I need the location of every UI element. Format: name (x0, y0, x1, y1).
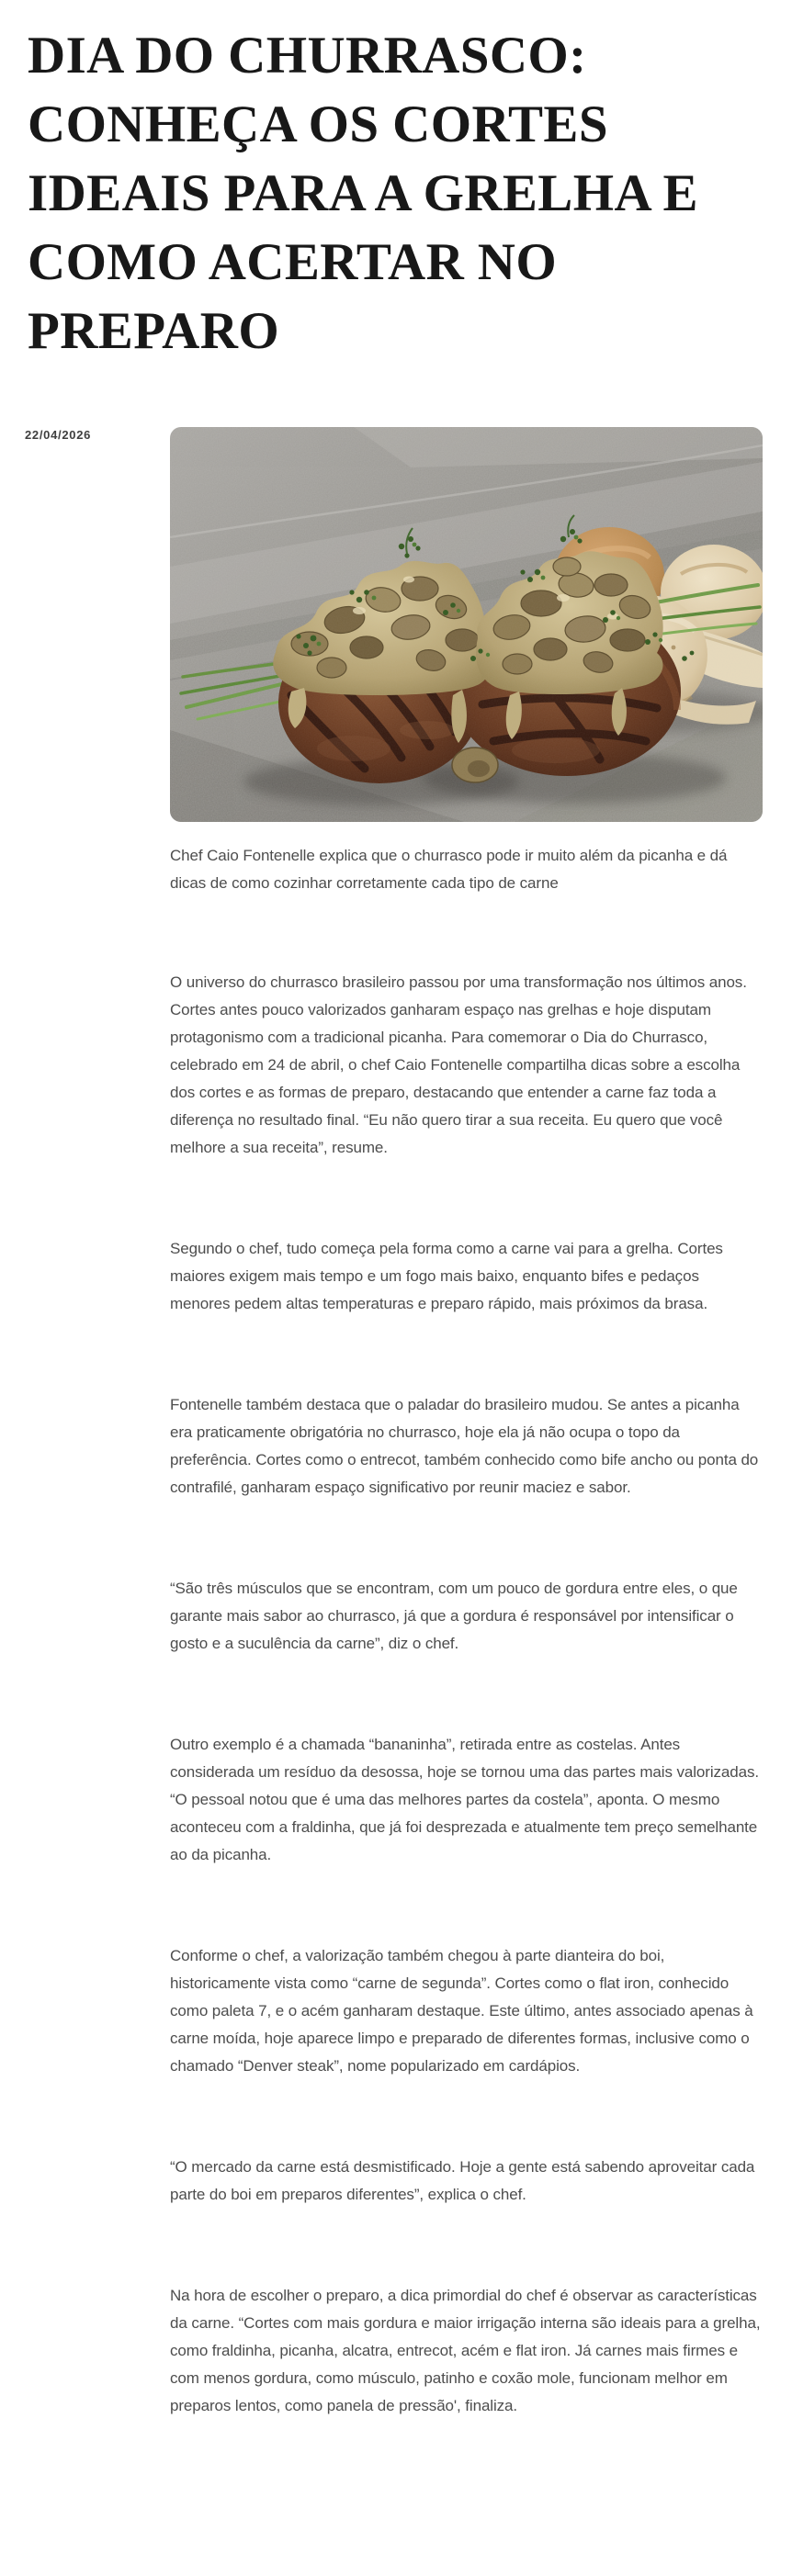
article-title-line: COMO ACERTAR NO (28, 233, 558, 291)
article-content (170, 427, 763, 2493)
article-paragraph: “São três músculos que se encontram, com um pouco de gordura entre eles, o que garante mais sabor ao churrasco, já que a gordura é responsável por intensificar o gosto e a suculência da carne”, diz o chef. (170, 1580, 738, 1652)
article-title-line: DIA DO CHURRASCO: (28, 27, 587, 84)
article-paragraph: O universo do churrasco brasileiro passou por uma transformação nos últimos anos. Cortes antes pouco valorizados ganharam espaço nas grelhas e hoje disputam protagonismo com a tradicional picanha. Para comemorar o Dia do Churrasco, celebrado em 24 de abril, o chef Caio Fontenelle compartilha dicas sobre a escolha dos cortes e as formas de preparo, destacando que entender a carne faz toda a diferença no resultado final. “Eu não quero tirar a sua receita. Eu quero que você melhore a sua receita”, resume. (170, 973, 747, 1156)
image-caption: Chef Caio Fontenelle explica que o churrasco pode ir muito além da picanha e dá dicas de como cozinhar corretamente cada tipo de carne (170, 847, 728, 892)
publish-date: 22/04/2026 (25, 428, 92, 442)
article-title (28, 21, 767, 366)
article-paragraph: Na hora de escolher o preparo, a dica primordial do chef é observar as características da carne. “Cortes com mais gordura e maior irrigação interna são ideais para a grelha, como fraldinha, picanha, alcatra, entrecot, acém e flat iron. Já carnes mais firmes e com menos gordura, como músculo, patinho e coxão mole, funcionam melhor em preparos lentos, como panela de pressão', finaliza. (170, 2287, 761, 2414)
article-body (170, 969, 763, 2420)
article-paragraph: Segundo o chef, tudo começa pela forma como a carne vai para a grelha. Cortes maiores exigem mais tempo e um fogo mais baixo, enquanto bifes e pedaços menores pedem altas temperaturas e preparo rápido, mais próximos da brasa. (170, 1240, 723, 1312)
article-paragraph: Conforme o chef, a valorização também chegou à parte dianteira do boi, historicamente vista como “carne de segunda”. Cortes como o flat iron, conhecido como paleta 7, e o acém ganharam destaque. Este último, antes associado apenas à carne moída, hoje aparece limpo e preparado de diferentes formas, inclusive como o chamado “Denver steak”, nome popularizado em cardápios. (170, 1947, 753, 2075)
article-title-line: PREPARO (28, 302, 280, 360)
steak-photo-illustration (170, 427, 763, 822)
article-paragraph: “O mercado da carne está desmistificado. Hoje a gente está sabendo aproveitar cada parte do boi em preparos diferentes”, explica o chef. (170, 2158, 755, 2203)
article-paragraph: Fontenelle também destaca que o paladar do brasileiro mudou. Se antes a picanha era praticamente obrigatória no churrasco, hoje ela já não ocupa o topo da preferência. Cortes como o entrecot, também conhecido como bife ancho ou ponta do contrafilé, ganharam espaço significativo por reunir maciez e sabor. (170, 1396, 759, 1496)
hero-image-steaks-mushroom-sauce (170, 427, 763, 822)
article-paragraph: Outro exemplo é a chamada “bananinha”, retirada entre as costelas. Antes considerada um resíduo da desossa, hoje se tornou uma das partes mais valorizadas. “O pessoal notou que é uma das melhores partes da costela”, aponta. O mesmo aconteceu com a fraldinha, que já foi desprezada e atualmente tem preço semelhante ao da picanha. (170, 1736, 759, 1863)
article-title-line: IDEAIS PARA A GRELHA E (28, 164, 698, 222)
article-title-line: CONHEÇA OS CORTES (28, 96, 608, 153)
